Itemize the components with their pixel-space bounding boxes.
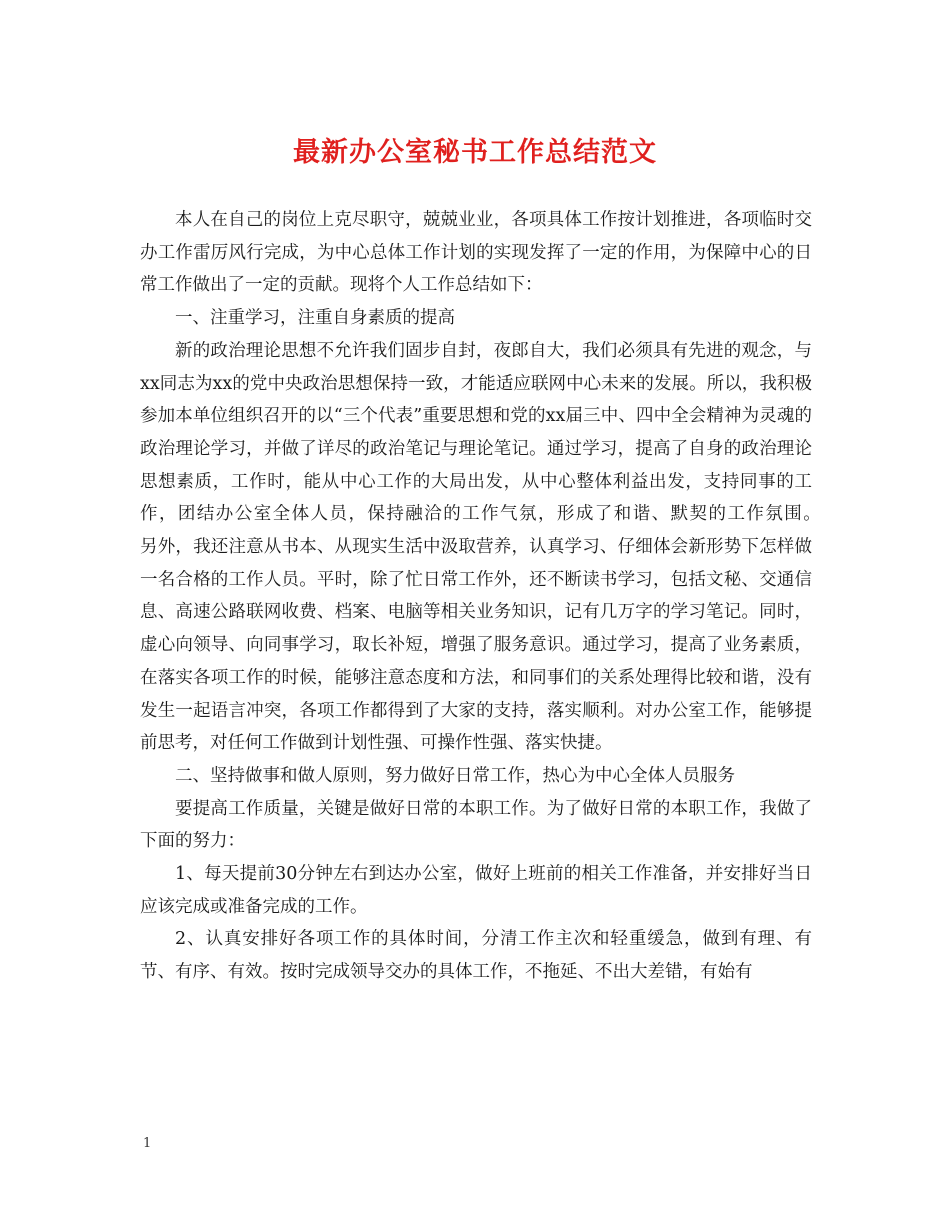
paragraph-study: 新的政治理论思想不允许我们固步自封，夜郎自大，我们必须具有先进的观念，与xx同志为xx的党中央政治思想保持一致，才能适应联网中心未来的发展。所以，我积极参加本单位组织召开的以“三个代表”重要思想和党的xx届三中、四中全会精神为灵魂的政治理论学习，并做了详尽的政治笔记与理论笔记。通过学习，提高了自身的政治理论思想素质，工作时，能从中心工作的大局出发，从中心整体利益出发，支持同事的工作，团结办公室全体人员，保持融洽的工作气氛，形成了和谐、默契的工作氛围。 另外，我还注意从书本、从现实生活中汲取营养，认真学习、仔细体会新形势下怎样做一名合格的工作人员。平时，除了忙日常工作外，还不断读书学习，包括文秘、交通信息、高速公路联网收费、档案、电脑等相关业务知识，记有几万字的学习笔记。同时，虚心向领导、向同事学习，取长补短，增强了服务意识。通过学习，提高了业务素质，在落实各项工作的时候，能够注意态度和方法，和同事们的关系处理得比较和谐，没有发生一起语言冲突，各项工作都得到了大家的支持，落实顺利。对办公室工作，能够提前思考，对任何工作做到计划性强、可操作性强、落实快捷。 xyxy=(140,340,847,754)
document-title: 最新办公室秘书工作总结范文 xyxy=(293,137,657,168)
page-number: 1 xyxy=(143,1136,152,1151)
document-body xyxy=(140,204,847,989)
section-heading-1: 一、注重学习，注重自身素质的提高 xyxy=(175,308,455,329)
paragraph-intro: 本人在自己的岗位上克尽职守，兢兢业业，各项具体工作按计划推进，各项临时交办工作雷厉风行完成，为中心总体工作计划的实现发挥了一定的作用，为保障中心的日常工作做出了一定的贡献。现将个人工作总结如下： xyxy=(140,210,812,296)
paragraph-duties: 要提高工作质量，关键是做好日常的本职工作。为了做好日常的本职工作，我做了下面的努力： xyxy=(140,798,812,852)
list-item-1: 1、每天提前30分钟左右到达办公室，做好上班前的相关工作准备，并安排好当日应该完成或准备完成的工作。 xyxy=(140,864,812,917)
section-heading-2: 二、坚持做事和做人原则，努力做好日常工作，热心为中心全体人员服务 xyxy=(175,765,735,786)
list-item-2: 2、认真安排好各项工作的具体时间，分清工作主次和轻重缓急，做到有理、有节、有序、有效。按时完成领导交办的具体工作，不拖延、不出大差错，有始有 xyxy=(140,929,812,983)
